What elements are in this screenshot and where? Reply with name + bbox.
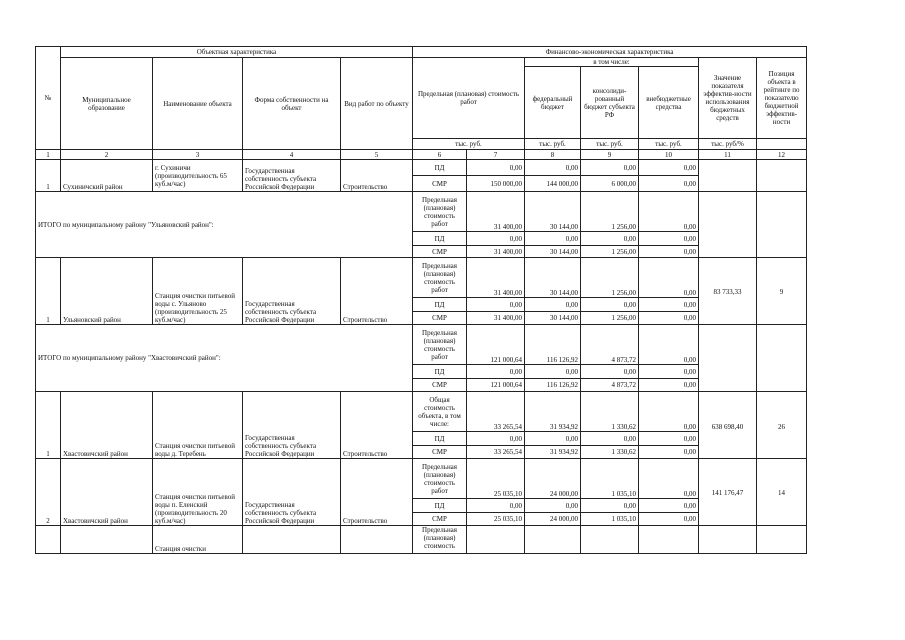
object-name-header: Наименование объекта (153, 58, 243, 150)
value-cell: 1 256,00 (581, 246, 639, 258)
ownership-cell: Государственная собственность субъекта Российской Федерации (243, 392, 341, 459)
value-cell: 0,00 (639, 160, 699, 176)
column-number: 3 (153, 150, 243, 160)
value-cell: 0,00 (581, 365, 639, 379)
work-type-cell: Строительство (341, 392, 413, 459)
value-cell: 0,00 (639, 513, 699, 526)
value-cell: 6 000,00 (581, 176, 639, 192)
indicator-cell: 638 698,40 (699, 392, 757, 459)
ownership-cell: Государственная собственность субъекта Российской Федерации (243, 160, 341, 192)
value-cell (467, 526, 525, 554)
value-cell: 31 400,00 (467, 312, 525, 325)
value-cell: 30 144,00 (525, 312, 581, 325)
value-cell: 0,00 (639, 176, 699, 192)
cost-label: Предельная (плановая) стоимость работ (413, 258, 467, 298)
cost-label: Общая стоимость объекта, в том числе: (413, 392, 467, 432)
cost-label: Предельная (плановая) стоимость работ (413, 459, 467, 499)
column-number: 12 (757, 150, 807, 160)
unit-limit-cost: тыс. руб. (413, 139, 525, 150)
indicator-cell (699, 160, 757, 192)
value-cell: 30 144,00 (525, 192, 581, 232)
unit-rating (757, 139, 807, 150)
municipality-cell (61, 526, 153, 554)
including-header: в том числе: (525, 58, 699, 67)
value-cell: 0,00 (639, 246, 699, 258)
total-label: ИТОГО по муниципальному району "Хвастовичский район": (36, 325, 413, 392)
column-number: 2 (61, 150, 153, 160)
value-cell: 4 873,72 (581, 379, 639, 392)
table-row (36, 459, 807, 499)
rating-cell (757, 526, 807, 554)
ownership-cell: Государственная собственность субъекта Российской Федерации (243, 459, 341, 526)
value-cell: 0,00 (581, 499, 639, 513)
column-number: 7 (467, 150, 525, 160)
finance-characteristics-header: Финансово-экономическая характеристика (413, 47, 807, 58)
object-name-cell: Станция очистки питьевой воды п. Еленский (производительность 20 куб.м/час) (153, 459, 243, 526)
limit-cost-header: Предельная (плановая) стоимость работ (413, 58, 525, 139)
value-cell: 0,00 (639, 232, 699, 246)
work-type-cell: Строительство (341, 160, 413, 192)
rating-cell: 26 (757, 392, 807, 459)
row-number: 1 (36, 258, 61, 325)
indicator-cell: 141 176,47 (699, 459, 757, 526)
object-name-cell: Станция очистки (153, 526, 243, 554)
value-cell: 0,00 (639, 499, 699, 513)
value-cell: 31 934,92 (525, 446, 581, 459)
work-type-header: Вид работ по объекту (341, 58, 413, 150)
value-cell: 0,00 (525, 432, 581, 446)
value-cell: 0,00 (525, 499, 581, 513)
value-cell (639, 526, 699, 554)
value-cell: 150 000,00 (467, 176, 525, 192)
column-number: 6 (413, 150, 467, 160)
unit-federal: тыс. руб. (525, 139, 581, 150)
federal-budget-header: федеральный бюджет (525, 67, 581, 139)
row-number: 1 (36, 160, 61, 192)
smr-label: СМР (413, 312, 467, 325)
unit-extra: тыс. руб. (639, 139, 699, 150)
cost-label: Предельная (плановая) стоимость работ (413, 192, 467, 232)
value-cell: 1 035,10 (581, 459, 639, 499)
value-cell: 0,00 (467, 232, 525, 246)
value-cell: 0,00 (639, 312, 699, 325)
ownership-header: Форма собственности на объект (243, 58, 341, 150)
value-cell: 0,00 (639, 432, 699, 446)
column-number: 9 (581, 150, 639, 160)
table-row (36, 392, 807, 432)
column-number: 5 (341, 150, 413, 160)
value-cell: 0,00 (525, 365, 581, 379)
value-cell: 0,00 (525, 232, 581, 246)
pd-label: ПД (413, 499, 467, 513)
work-type-cell: Строительство (341, 459, 413, 526)
pd-label: ПД (413, 298, 467, 312)
value-cell: 144 000,00 (525, 176, 581, 192)
smr-label: СМР (413, 513, 467, 526)
table-row (36, 160, 807, 176)
value-cell: 0,00 (639, 459, 699, 499)
object-characteristics-header: Объектная характеристика (61, 47, 413, 58)
indicator-cell (699, 526, 757, 554)
value-cell: 25 035,10 (467, 459, 525, 499)
value-cell: 0,00 (581, 232, 639, 246)
value-cell: 0,00 (639, 298, 699, 312)
value-cell: 31 400,00 (467, 258, 525, 298)
value-cell: 31 400,00 (467, 246, 525, 258)
table-row (36, 258, 807, 298)
value-cell: 0,00 (639, 446, 699, 459)
municipality-cell: Хвастовичский район (61, 459, 153, 526)
rating-cell (757, 192, 807, 258)
financial-characteristics-table (35, 46, 807, 554)
row-number: 1 (36, 392, 61, 459)
column-number: 8 (525, 150, 581, 160)
value-cell: 0,00 (467, 432, 525, 446)
total-row (36, 192, 807, 232)
value-cell: 116 126,92 (525, 379, 581, 392)
value-cell (581, 526, 639, 554)
value-cell: 24 000,00 (525, 459, 581, 499)
cost-label: Предельная (плановая) стоимость (413, 526, 467, 554)
extra-budget-header: внебюджетные средства (639, 67, 699, 139)
pd-label: ПД (413, 432, 467, 446)
total-row (36, 325, 807, 365)
rating-cell: 14 (757, 459, 807, 526)
smr-label: СМР (413, 246, 467, 258)
rating-cell: 9 (757, 258, 807, 325)
value-cell: 0,00 (639, 258, 699, 298)
value-cell (525, 526, 581, 554)
value-cell: 0,00 (581, 160, 639, 176)
ownership-cell (243, 526, 341, 554)
work-type-cell: Строительство (341, 258, 413, 325)
value-cell: 0,00 (581, 432, 639, 446)
value-cell: 1 256,00 (581, 312, 639, 325)
value-cell: 121 000,64 (467, 325, 525, 365)
column-number: 1 (36, 150, 61, 160)
municipality-cell: Хвастовичский район (61, 392, 153, 459)
municipality-cell: Сухиничский район (61, 160, 153, 192)
pd-label: ПД (413, 365, 467, 379)
unit-consolidated: тыс. руб. (581, 139, 639, 150)
work-type-cell (341, 526, 413, 554)
row-number (36, 526, 61, 554)
column-number: 4 (243, 150, 341, 160)
value-cell: 0,00 (639, 192, 699, 232)
value-cell: 0,00 (639, 379, 699, 392)
indicator-cell (699, 192, 757, 258)
pd-label: ПД (413, 160, 467, 176)
value-cell: 0,00 (467, 365, 525, 379)
rating-position-header: Позиция объекта в рейтинге по показателю бюджетной эффектив-ности (757, 58, 807, 139)
object-name-cell: г. Сухиничи (производительность 65 куб.м/час) (153, 160, 243, 192)
value-cell: 0,00 (525, 298, 581, 312)
value-cell: 121 000,64 (467, 379, 525, 392)
value-cell: 4 873,72 (581, 325, 639, 365)
value-cell: 30 144,00 (525, 246, 581, 258)
row-number: 2 (36, 459, 61, 526)
smr-label: СМР (413, 446, 467, 459)
consolidated-budget-header: консолиди-рованный бюджет субъекта РФ (581, 67, 639, 139)
value-cell: 116 126,92 (525, 325, 581, 365)
column-numbers-row (36, 150, 807, 160)
value-cell: 31 934,92 (525, 392, 581, 432)
value-cell: 0,00 (467, 499, 525, 513)
value-cell: 0,00 (467, 298, 525, 312)
value-cell: 0,00 (639, 325, 699, 365)
rating-cell (757, 160, 807, 192)
indicator-cell (699, 325, 757, 392)
value-cell: 0,00 (467, 160, 525, 176)
unit-indicator: тыс. руб/% (699, 139, 757, 150)
cost-label: Предельная (плановая) стоимость работ (413, 325, 467, 365)
value-cell: 30 144,00 (525, 258, 581, 298)
value-cell: 31 400,00 (467, 192, 525, 232)
value-cell: 33 265,54 (467, 446, 525, 459)
value-cell: 1 035,10 (581, 513, 639, 526)
value-cell: 25 035,10 (467, 513, 525, 526)
smr-label: СМР (413, 176, 467, 192)
column-number: 10 (639, 150, 699, 160)
municipality-cell: Ульяновский район (61, 258, 153, 325)
value-cell: 24 000,00 (525, 513, 581, 526)
value-cell: 0,00 (525, 160, 581, 176)
object-name-cell: Станция очистки питьевой воды д. Теребень (153, 392, 243, 459)
municipality-header: Муниципальное образование (61, 58, 153, 150)
value-cell: 1 330,62 (581, 446, 639, 459)
smr-label: СМР (413, 379, 467, 392)
value-cell: 1 330,62 (581, 392, 639, 432)
object-name-cell: Станция очистки питьевой воды с. Ульяново (производительность 25 куб.м/час) (153, 258, 243, 325)
pd-label: ПД (413, 232, 467, 246)
value-cell: 1 256,00 (581, 258, 639, 298)
table-row (36, 526, 807, 554)
value-cell: 0,00 (639, 392, 699, 432)
value-cell: 33 265,54 (467, 392, 525, 432)
ownership-cell: Государственная собственность субъекта Российской Федерации (243, 258, 341, 325)
value-cell: 0,00 (581, 298, 639, 312)
rating-cell (757, 325, 807, 392)
col-num-header: № (36, 47, 61, 150)
value-cell: 0,00 (639, 365, 699, 379)
column-number: 11 (699, 150, 757, 160)
indicator-cell: 83 733,33 (699, 258, 757, 325)
value-cell: 1 256,00 (581, 192, 639, 232)
total-label: ИТОГО по муниципальному району "Ульяновский район": (36, 192, 413, 258)
efficiency-indicator-header: Значение показателя эффектив-ности использования бюджетных средств (699, 58, 757, 139)
